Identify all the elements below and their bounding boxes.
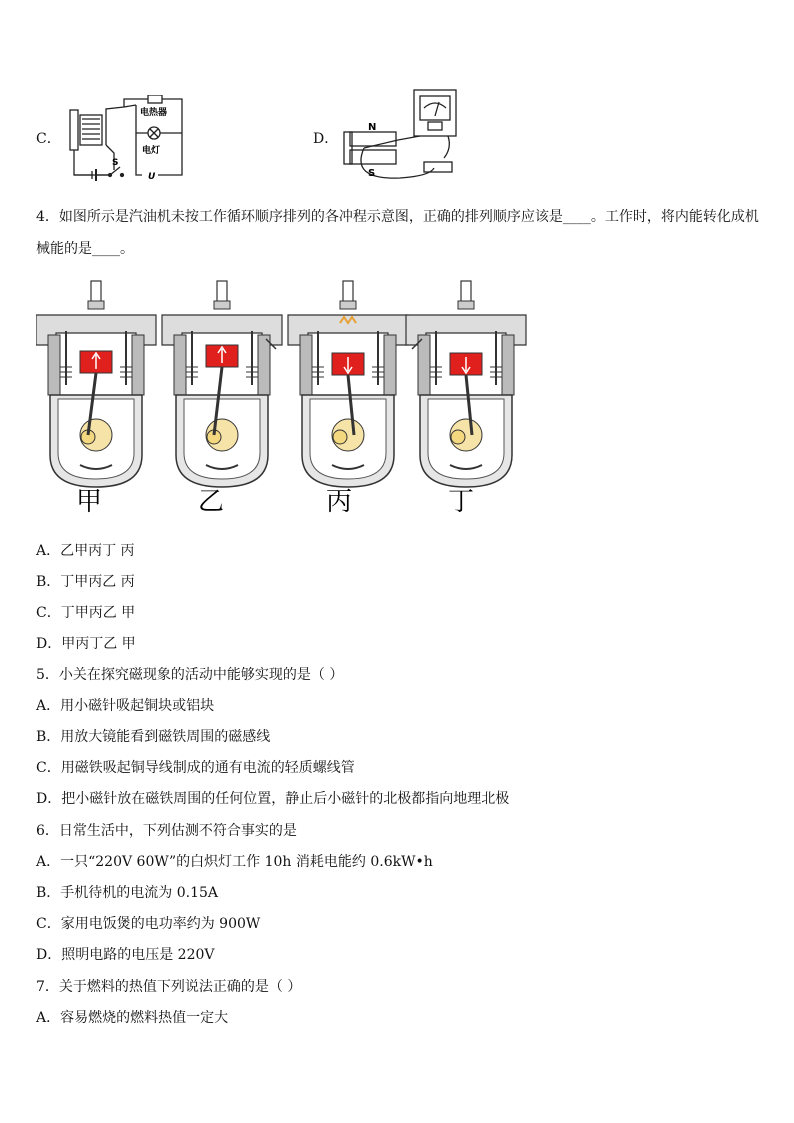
heater-label: 电热器 — [140, 108, 168, 118]
q6-stem: 6．日常生活中，下列估测不符合事实的是 — [36, 823, 297, 839]
caption-bing: 丙 — [326, 487, 353, 517]
voltage-label: U — [148, 172, 156, 182]
q4-stem-line2: 械能的是____。 — [36, 241, 134, 257]
south-pole-label: S — [368, 168, 376, 179]
switch-label: S — [112, 158, 119, 168]
q4-option-a: A．乙甲丙丁 丙 — [36, 543, 135, 559]
q6-option-c: C．家用电饭煲的电功率约为 900W — [36, 916, 261, 932]
relay-circuit-diagram — [62, 95, 192, 185]
q5-option-c: C．用磁铁吸起铜导线制成的通有电流的轻质螺线管 — [36, 760, 355, 776]
engine-strokes-figure — [36, 275, 536, 520]
option-c-label: C． — [36, 131, 61, 147]
q5-stem: 5．小关在探究磁现象的活动中能够实现的是（ ） — [36, 667, 344, 683]
induction-diagram — [340, 88, 465, 188]
q7-stem: 7．关于燃料的热值下列说法正确的是（ ） — [36, 979, 302, 995]
q6-option-d: D．照明电路的电压是 220V — [36, 947, 215, 963]
north-pole-label: N — [368, 122, 377, 133]
q5-option-a: A．用小磁针吸起铜块或铝块 — [36, 698, 215, 714]
lamp-label: 电灯 — [142, 146, 161, 156]
q7-option-a: A．容易燃烧的燃料热值一定大 — [36, 1010, 229, 1026]
q4-option-b: B．丁甲丙乙 丙 — [36, 574, 135, 590]
caption-yi: 乙 — [198, 487, 225, 517]
caption-jia: 甲 — [76, 487, 103, 517]
q6-option-a: A．一只“220V 60W”的白炽灯工作 10h 消耗电能约 0.6kW•h — [36, 854, 433, 870]
q5-option-b: B．用放大镜能看到磁铁周围的磁感线 — [36, 729, 271, 745]
option-d-label: D． — [313, 131, 339, 147]
caption-ding: 丁 — [448, 487, 475, 517]
q5-option-d: D．把小磁针放在磁铁周围的任何位置，静止后小磁针的北极都指向地理北极 — [36, 791, 510, 807]
q6-option-b: B．手机待机的电流为 0.15A — [36, 885, 219, 901]
q4-stem-line1: 4．如图所示是汽油机未按工作循环顺序排列的各冲程示意图，正确的排列顺序应该是____。工作时，将内能转化成机 — [36, 209, 759, 225]
q4-option-d: D．甲丙丁乙 甲 — [36, 636, 136, 652]
q4-option-c: C．丁甲丙乙 甲 — [36, 605, 136, 621]
